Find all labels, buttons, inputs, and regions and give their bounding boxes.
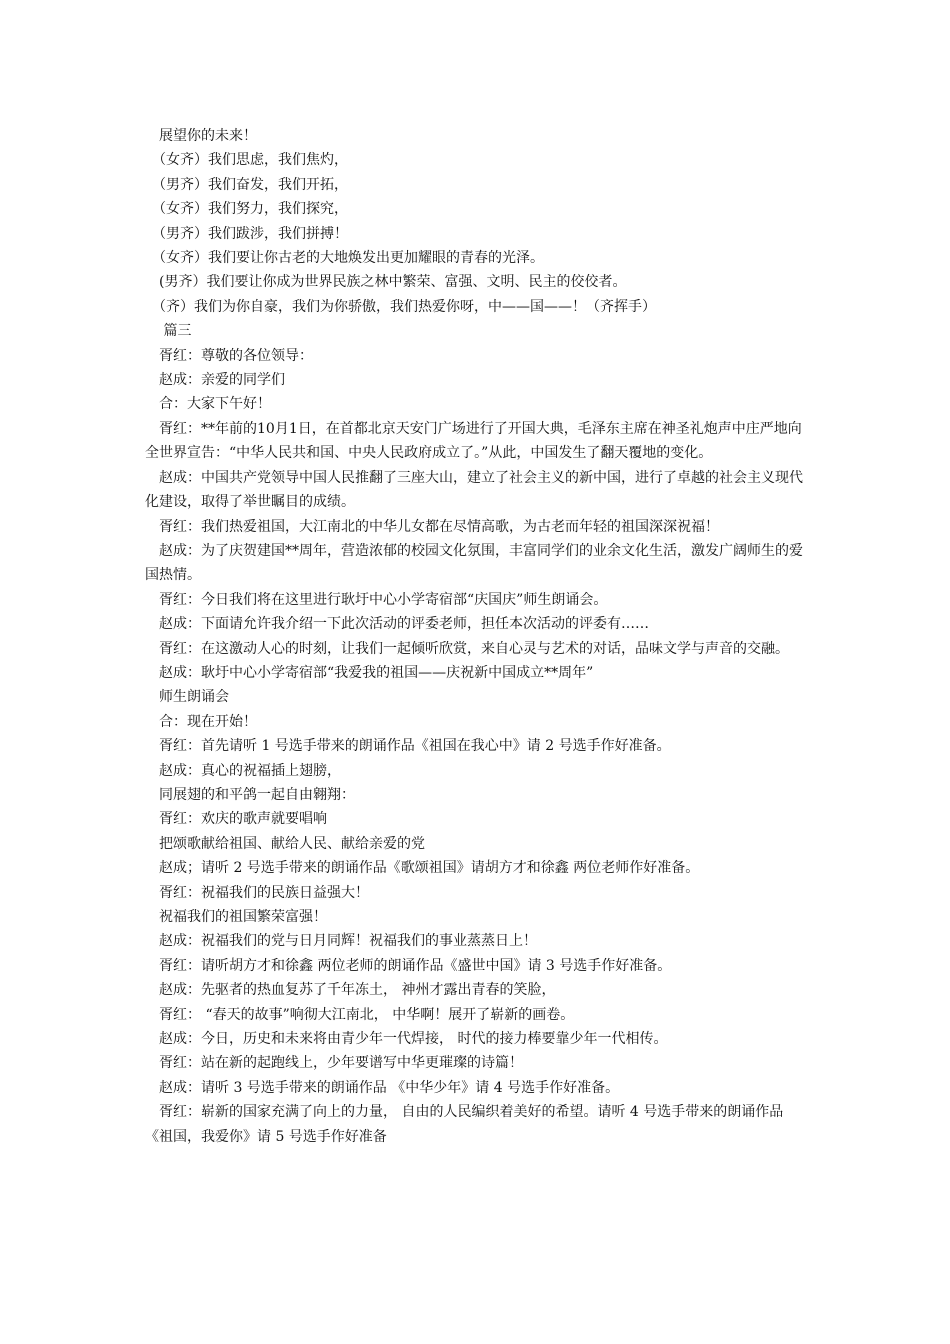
text-line: 胥红：站在新的起跑线上，少年要谱写中华更璀璨的诗篇！	[145, 1055, 523, 1072]
document-body	[145, 124, 810, 1149]
text-line: 赵成：亲爱的同学们	[145, 372, 285, 389]
text-line: 赵成：下面请允许我介绍一下此次活动的评委老师，担任本次活动的评委有……	[145, 616, 649, 633]
text-paragraph: 赵成：中国共产党领导中国人民推翻了三座大山，建立了社会主义的新中国，进行了卓越的社会主义现代化建设，取得了举世瞩目的成绩。	[145, 469, 803, 511]
text-paragraph: 赵成；请听 2 号选手带来的朗诵作品《歌颂祖国》请胡方才和徐鑫 两位老师作好准备。	[145, 860, 700, 877]
text-line: (男齐）我们要让你成为世界民族之林中繁荣、富强、文明、民主的佼佼者。	[145, 274, 627, 291]
text-line: 把颂歌献给祖国、献给人民、献给亲爱的党	[145, 835, 425, 852]
text-line: 祝福我们的祖国繁荣富强！	[145, 909, 327, 925]
text-line: （女齐）我们思虑，我们焦灼，	[145, 152, 348, 169]
text-line: 胥红：欢庆的歌声就要唱响	[145, 811, 327, 828]
text-line: （男齐）我们跋涉，我们拼搏！	[145, 225, 348, 242]
text-line: （女齐）我们要让你古老的大地焕发出更加耀眼的青春的光泽。	[145, 250, 544, 267]
text-line: 合：现在开始！	[145, 713, 257, 730]
text-line: 赵成：耿圩中心小学寄宿部“我爱我的祖国——庆祝新中国成立**周年”	[145, 664, 594, 681]
text-paragraph: 赵成：今日，历史和未来将由青少年一代焊接， 时代的接力棒要靠少年一代相传。	[145, 1031, 668, 1048]
text-line: 同展翅的和平鸽一起自由翱翔：	[145, 786, 355, 803]
text-line: （齐）我们为你自豪，我们为你骄傲，我们热爱你呀，中——国——！（齐挥手）	[145, 298, 656, 315]
text-line: 胥红： “春天的故事”响彻大江南北， 中华啊！展开了崭新的画卷。	[145, 1006, 575, 1023]
section-heading: 篇三	[145, 323, 192, 340]
text-line: 胥红：尊敬的各位领导：	[145, 347, 313, 364]
text-paragraph: 胥红：首先请听 1 号选手带来的朗诵作品《祖国在我心中》请 2 号选手作好准备。	[145, 738, 671, 755]
text-line: 赵成：真心的祝福插上翅膀，	[145, 762, 341, 779]
text-line: （女齐）我们努力，我们探究，	[145, 201, 348, 218]
text-paragraph: 胥红：在这激动人心的时刻，让我们一起倾听欣赏，来自心灵与艺术的对话，品味文学与声音的交融。	[145, 640, 789, 657]
text-paragraph: 胥红：我们热爱祖国，大江南北的中华儿女都在尽情高歌，为古老而年轻的祖国深深祝福！	[145, 518, 719, 535]
text-line: 师生朗诵会	[145, 689, 229, 706]
text-paragraph: 胥红：请听胡方才和徐鑫 两位老师的朗诵作品《盛世中国》请 3 号选手作好准备。	[145, 957, 672, 974]
text-line: 展望你的未来！	[145, 128, 257, 144]
text-line: 胥红：祝福我们的民族日益强大！	[145, 884, 369, 901]
text-line: （男齐）我们奋发，我们开拓，	[145, 176, 348, 193]
text-paragraph: 赵成：请听 3 号选手带来的朗诵作品 《中华少年》请 4 号选手作好准备。	[145, 1079, 620, 1096]
text-line: 合：大家下午好！	[145, 396, 271, 413]
text-line: 赵成：祝福我们的党与日月同辉！祝福我们的事业蒸蒸日上！	[145, 933, 537, 950]
text-line: 胥红：今日我们将在这里进行耿圩中心小学寄宿部“庆国庆”师生朗诵会。	[145, 591, 608, 608]
text-paragraph: 胥红：崭新的国家充满了向上的力量， 自由的人民编织着美好的希望。请听 4 号选手带来的朗诵作品《祖国，我爱你》请 5 号选手作好准备	[145, 1104, 784, 1145]
text-paragraph: 赵成：为了庆贺建国**周年，营造浓郁的校园文化氛围，丰富同学们的业余文化生活，激发广阔师生的爱国热情。	[145, 542, 803, 584]
text-paragraph: 胥红：**年前的10月1日，在首都北京天安门广场进行了开国大典，毛泽东主席在神圣礼炮声中庄严地向全世界宣告：“中华人民共和国、中央人民政府成立了。”从此，中国发生了翻天覆地的变化。	[145, 420, 802, 462]
text-line: 赵成：先驱者的热血复苏了千年冻土， 神州才露出青春的笑脸，	[145, 982, 556, 999]
